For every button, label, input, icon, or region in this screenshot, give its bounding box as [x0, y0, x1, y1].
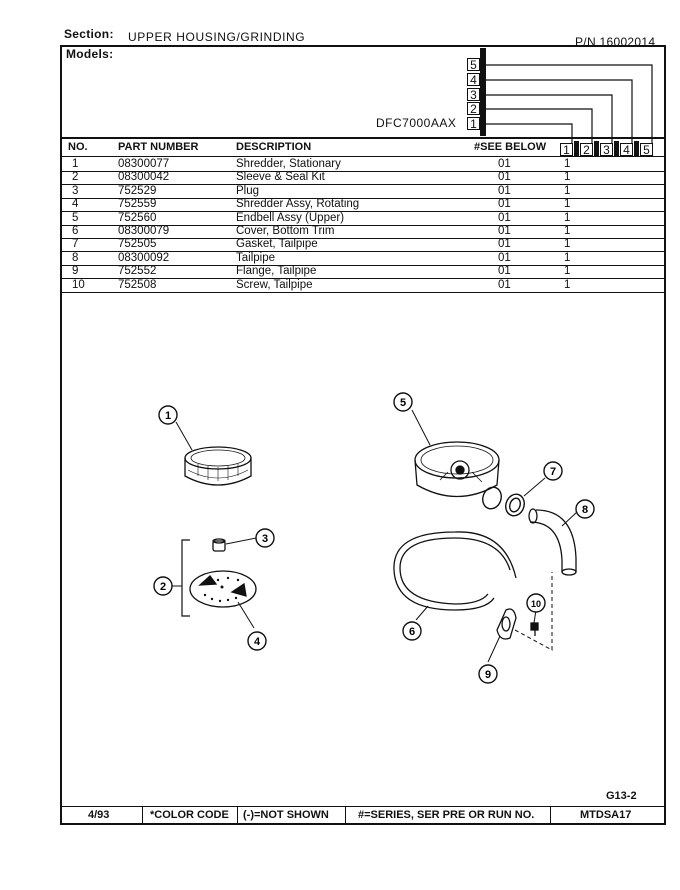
row-description: Sleeve & Seal Kit	[236, 171, 325, 184]
exploded-parts-diagram	[0, 300, 680, 800]
footer-divider-1	[142, 806, 143, 825]
row-series-1-qty: 1	[564, 171, 571, 184]
row-series-1-qty: 1	[564, 198, 571, 211]
footer-series-note: #=SERIES, SER PRE OR RUN NO.	[358, 809, 535, 821]
part-number-header: P/N 16002014	[575, 35, 656, 49]
col-series-divider-3	[614, 141, 619, 157]
part-4-rotating-shredder	[190, 571, 256, 607]
row-part-number: 08300092	[118, 251, 170, 264]
row-part-number: 08300077	[118, 158, 170, 170]
row-description: Shredder Assy, Rotating	[236, 198, 360, 211]
footer-doc-code: MTDSA17	[580, 809, 632, 821]
row-see-below: 01	[498, 265, 511, 278]
table-row	[60, 265, 666, 279]
series-box-4: 4	[467, 73, 480, 86]
row-number: 5	[72, 211, 79, 224]
part-7-gasket	[480, 485, 527, 519]
part-6-cover-bottom-trim	[394, 532, 516, 610]
series-box-2: 2	[467, 102, 480, 115]
row-number: 6	[72, 225, 79, 237]
col-series-5: 5	[640, 143, 653, 156]
section-label: Section:	[64, 27, 114, 41]
row-series-1-qty: 1	[564, 238, 571, 251]
callout-2	[154, 577, 172, 595]
part-1-shredder-stationary	[185, 447, 251, 485]
footer-divider-2	[237, 806, 238, 825]
row-number: 9	[72, 265, 79, 278]
row-see-below: 01	[498, 198, 511, 211]
row-series-1-qty: 1	[564, 211, 571, 224]
table-row	[60, 279, 666, 293]
row-part-number: 752529	[118, 184, 157, 197]
row-description: Cover, Bottom Trim	[236, 225, 335, 237]
col-series-1: 1	[560, 143, 573, 156]
row-number: 8	[72, 251, 79, 264]
row-see-below: 01	[498, 251, 511, 264]
part-10-screw	[531, 623, 538, 636]
row-description: Gasket, Tailpipe	[236, 238, 318, 251]
callout-5	[394, 393, 412, 411]
row-description: Tailpipe	[236, 251, 275, 264]
callout-1	[159, 406, 177, 424]
svg-text:4: 4	[253, 636, 261, 648]
row-see-below: 01	[498, 184, 511, 197]
row-part-number: 752508	[118, 278, 157, 291]
callout-6	[403, 622, 421, 640]
footer-divider-4	[550, 806, 551, 825]
table-row	[60, 185, 666, 199]
table-row	[60, 212, 666, 226]
row-number: 3	[72, 184, 79, 197]
callout-8	[576, 500, 594, 518]
row-description: Screw, Tailpipe	[236, 278, 313, 291]
row-series-1-qty: 1	[564, 225, 571, 237]
row-number: 7	[72, 238, 79, 251]
series-box-3: 3	[467, 88, 480, 101]
row-series-1-qty: 1	[564, 265, 571, 278]
callout-3	[256, 529, 274, 547]
col-series-divider-4	[634, 141, 639, 157]
series-box-1: 1	[467, 117, 480, 130]
footer-divider-3	[345, 806, 346, 825]
model-name: DFC7000AAX	[376, 116, 457, 130]
row-part-number: 752552	[118, 265, 157, 278]
svg-text:9: 9	[484, 669, 492, 681]
part-3-plug	[213, 539, 225, 551]
table-row	[60, 252, 666, 266]
table-row	[60, 225, 666, 239]
svg-text:6: 6	[408, 626, 416, 638]
row-part-number: 752505	[118, 238, 157, 251]
table-top-rule	[60, 137, 666, 139]
series-box-5: 5	[467, 58, 480, 71]
row-see-below: 01	[498, 211, 511, 224]
col-desc-header: DESCRIPTION	[236, 141, 312, 153]
row-see-below: 01	[498, 238, 511, 251]
row-number: 1	[72, 158, 79, 170]
svg-text:3: 3	[261, 533, 269, 545]
page-code: G13-2	[606, 790, 637, 802]
col-part-header: PART NUMBER	[118, 141, 199, 153]
col-series-divider-1	[574, 141, 579, 157]
col-series-divider-2	[594, 141, 599, 157]
table-row	[60, 238, 666, 252]
row-see-below: 01	[498, 158, 511, 170]
row-see-below: 01	[498, 278, 511, 291]
row-series-1-qty: 1	[564, 158, 571, 170]
row-number: 10	[72, 278, 85, 291]
row-series-1-qty: 1	[564, 251, 571, 264]
callout-9	[479, 665, 497, 683]
footer-color-code: *COLOR CODE	[150, 809, 229, 821]
callout-10	[527, 594, 545, 612]
row-series-1-qty: 1	[564, 278, 571, 291]
row-part-number: 08300042	[118, 171, 170, 184]
col-see-header: #SEE BELOW	[474, 141, 547, 153]
callout-4	[248, 632, 266, 650]
svg-text:7: 7	[549, 466, 557, 478]
row-series-1-qty: 1	[564, 184, 571, 197]
row-description: Flange, Tailpipe	[236, 265, 317, 278]
row-part-number: 752560	[118, 211, 157, 224]
svg-text:10: 10	[530, 599, 542, 609]
row-part-number: 752559	[118, 198, 157, 211]
part-2-kit-bracket	[182, 540, 190, 616]
row-description: Plug	[236, 184, 260, 197]
svg-text:5: 5	[399, 397, 407, 409]
row-see-below: 01	[498, 171, 511, 184]
svg-text:8: 8	[581, 504, 589, 516]
part-5-endbell	[415, 442, 499, 497]
svg-text:2: 2	[159, 581, 167, 593]
models-label: Models:	[66, 47, 114, 61]
row-number: 4	[72, 198, 79, 211]
table-row	[60, 158, 666, 172]
svg-text:1: 1	[164, 410, 172, 422]
row-description: Endbell Assy (Upper)	[236, 211, 345, 224]
part-9-flange	[497, 609, 516, 639]
footer-not-shown: (-)=NOT SHOWN	[243, 809, 329, 821]
footer-date: 4/93	[88, 809, 110, 821]
col-series-4: 4	[620, 143, 633, 156]
table-row	[60, 198, 666, 212]
row-see-below: 01	[498, 225, 511, 237]
row-description: Shredder, Stationary	[236, 158, 341, 170]
section-name: UPPER HOUSING/GRINDING	[128, 30, 306, 44]
col-no-header: NO.	[68, 141, 88, 153]
row-number: 2	[72, 171, 79, 184]
row-part-number: 08300079	[118, 225, 170, 237]
col-series-2: 2	[580, 143, 593, 156]
callout-7	[544, 462, 562, 480]
col-series-3: 3	[600, 143, 613, 156]
table-row	[60, 171, 666, 185]
